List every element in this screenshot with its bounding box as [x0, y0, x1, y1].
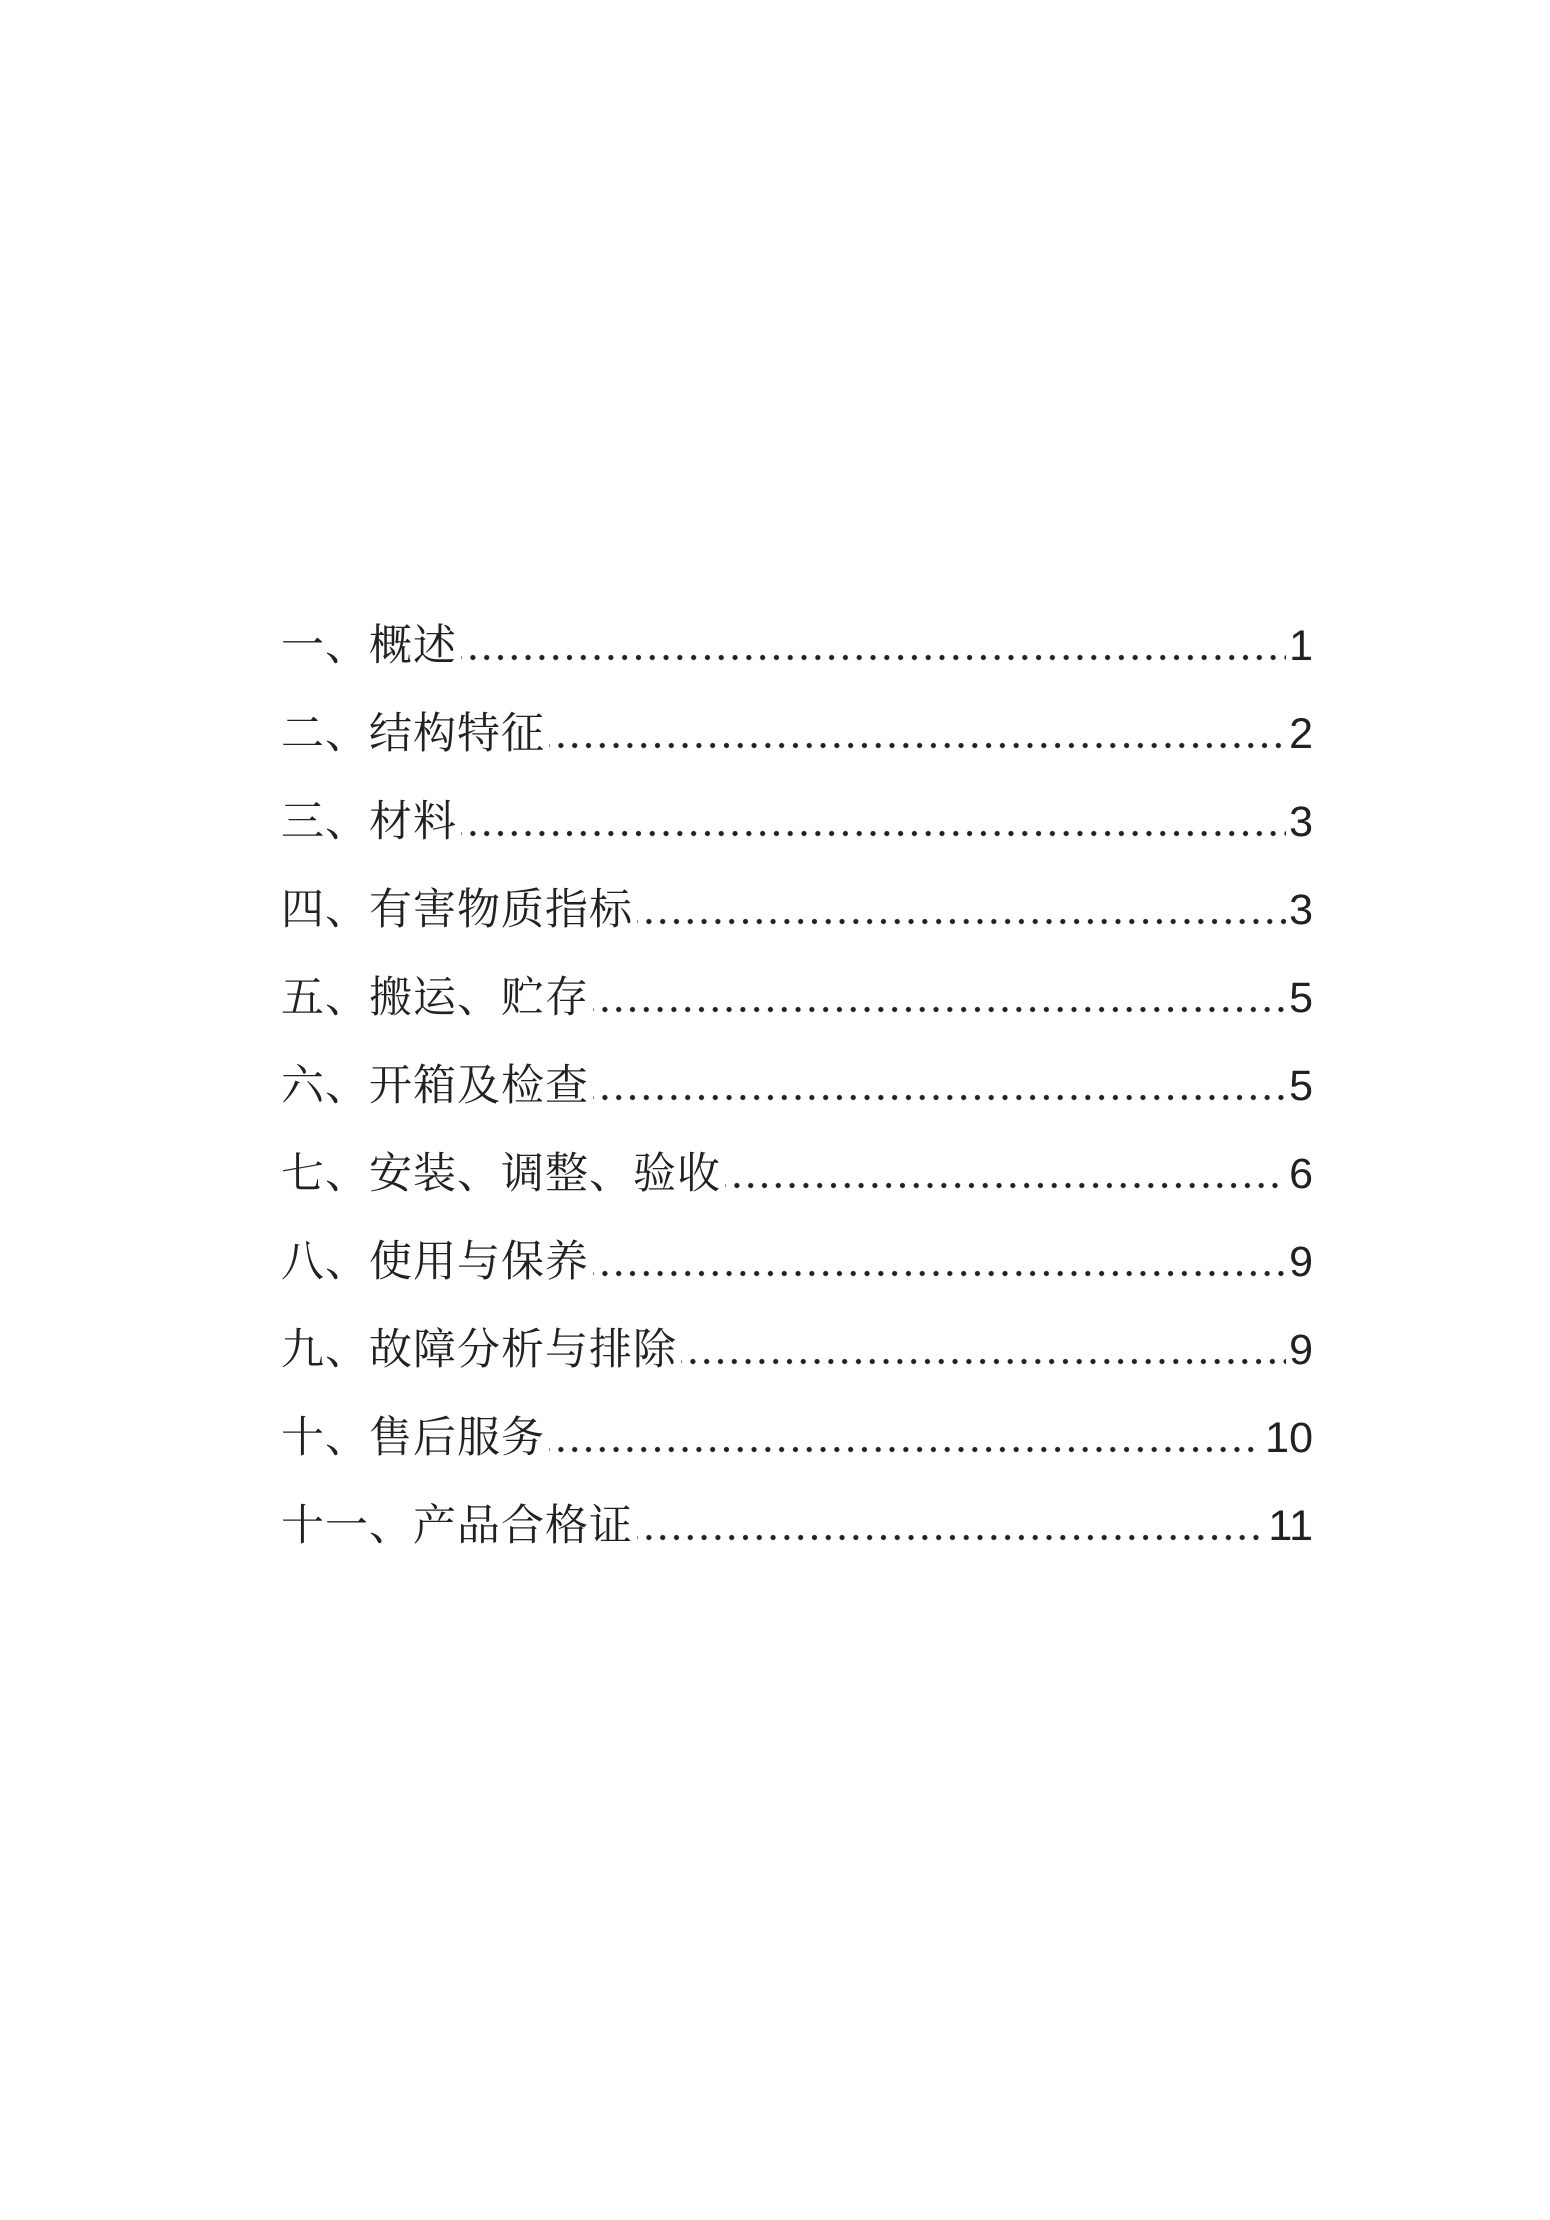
toc-entry-label: 十、售后服务 — [281, 1414, 545, 1462]
toc-entry — [281, 954, 1313, 1042]
toc-entry — [281, 1130, 1313, 1218]
toc-entry-label: 八、使用与保养 — [281, 1238, 589, 1286]
dot-leader — [593, 1218, 1286, 1306]
toc-entry-page: 9 — [1289, 1238, 1313, 1286]
toc-entry-page: 10 — [1265, 1414, 1313, 1462]
toc-entry-page: 5 — [1289, 974, 1313, 1022]
dot-leader — [461, 602, 1286, 690]
toc-entry — [281, 1306, 1313, 1394]
toc-entry — [281, 1482, 1313, 1570]
toc-entry — [281, 602, 1313, 690]
toc-entry-label: 三、材料 — [281, 798, 457, 846]
toc-entry — [281, 1042, 1313, 1130]
toc-entry-page: 3 — [1289, 798, 1313, 846]
dot-leader — [549, 1394, 1262, 1482]
dot-leader — [725, 1130, 1286, 1218]
toc-entry-label: 十一、产品合格证 — [281, 1502, 633, 1550]
toc-entry — [281, 1394, 1313, 1482]
toc-entry — [281, 690, 1313, 778]
toc-entry-page: 6 — [1289, 1150, 1313, 1198]
toc-entry-label: 四、有害物质指标 — [281, 886, 633, 934]
toc-entry-page: 5 — [1289, 1062, 1313, 1110]
toc-entry-page: 1 — [1289, 622, 1313, 670]
toc-entry — [281, 778, 1313, 866]
dot-leader — [593, 954, 1286, 1042]
toc-entry-label: 六、开箱及检查 — [281, 1062, 589, 1110]
toc-entry-label: 一、概述 — [281, 622, 457, 670]
toc-entry-label: 九、故障分析与排除 — [281, 1326, 677, 1374]
toc-entry-label: 七、安装、调整、验收 — [281, 1150, 721, 1198]
dot-leader — [593, 1042, 1286, 1130]
toc-entry-page: 2 — [1289, 710, 1313, 758]
toc-entry-page: 11 — [1268, 1502, 1313, 1550]
table-of-contents — [281, 602, 1313, 1570]
toc-entry — [281, 1218, 1313, 1306]
dot-leader — [461, 778, 1286, 866]
dot-leader — [637, 1482, 1265, 1570]
dot-leader — [637, 866, 1286, 954]
dot-leader — [549, 690, 1286, 778]
toc-entry-page: 3 — [1289, 886, 1313, 934]
toc-entry — [281, 866, 1313, 954]
toc-entry-page: 9 — [1289, 1326, 1313, 1374]
toc-entry-label: 五、搬运、贮存 — [281, 974, 589, 1022]
toc-entry-label: 二、结构特征 — [281, 710, 545, 758]
dot-leader — [681, 1306, 1286, 1394]
